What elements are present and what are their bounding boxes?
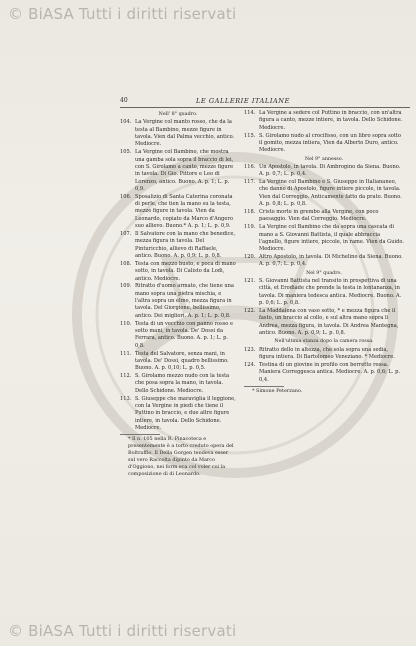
entry-number: 120. — [244, 254, 256, 261]
entry-number: 121. — [244, 278, 256, 285]
entry-number: 109. — [120, 283, 132, 290]
footnote-rule — [120, 434, 160, 435]
catalog-entry — [120, 321, 236, 350]
header-rule — [120, 107, 410, 108]
catalog-entry — [120, 351, 236, 373]
catalog-entry — [244, 254, 404, 269]
catalog-entry — [244, 278, 404, 307]
running-title: LE GALLERIE ITALIANE — [196, 97, 290, 105]
right-column — [244, 110, 404, 395]
catalog-entry — [120, 194, 236, 231]
catalog-entry — [244, 133, 404, 155]
catalog-entry — [244, 110, 404, 132]
page-number: 40 — [120, 97, 128, 104]
catalog-entry — [244, 362, 404, 384]
entry-number: 105. — [120, 149, 132, 156]
entry-number: 118. — [244, 208, 256, 215]
catalog-entry — [244, 308, 404, 337]
entry-text: Altro Apostolo, in tavola. Di Michelino da Siena. Buono. A. p. 0,7; L. p. 0,4. — [259, 254, 403, 268]
entry-number: 124. — [244, 361, 256, 368]
entry-text: S. Giuseppe che maraviglia il leggione, con la Vergine in piedi che tiene il Puttino in braccio, e due altre figure intiere, in tavola. Dello Schidone. Mediocre. — [135, 395, 236, 431]
catalog-entry — [120, 261, 236, 283]
section-heading: Nell' 8° quadro. — [158, 112, 198, 117]
catalog-entry — [244, 179, 404, 208]
entry-text: La Vergine col Bambino e S. Giuseppe in Italiananeo, che danno di Apostolo, figure intiere piccole, in tavola. Vien dal Correggio. Anticamente fatto da prato. Buono. A. p. 0,8; L. p. 0,8. — [259, 179, 402, 208]
entry-text: Ritratto dello in altezza, che sola sopra una sedia, figura intiera. Di Bartolomeo Veneziano. * Mediocre. — [259, 346, 395, 360]
entry-number: 116. — [244, 163, 256, 170]
entry-text: Il Salvatore con la mano che benedice, mezza figura in tavola. Del Pinturicchio, allievo di Raffaele, antico. Buono. A. p. 0,9; L. p. 0,8. — [135, 231, 236, 260]
entry-number: 123. — [244, 346, 256, 353]
entry-number: 110. — [120, 320, 132, 327]
section-heading: Nell'ultima stanza dopo la camera rossa. — [274, 339, 374, 345]
entry-number: 115. — [244, 132, 256, 139]
section-heading: Nel 9° quadro. — [306, 270, 342, 276]
footnote: * Il n. 105 nella R. Pinacoteca e presentemente è a torto creduto opera del Boltraffio. Il Della Gorgen tendeva esser sul vero Raccolta dipinto da Marco d'Oggiono, nei form eca col voler coi la composizione di di Leonardo. — [128, 436, 234, 478]
catalog-entry — [244, 209, 404, 224]
watermark-top: © BiASA Tutti i diritti riservati — [8, 5, 237, 23]
catalog-entry — [120, 373, 236, 395]
catalog-entry — [120, 119, 236, 148]
entry-number: 108. — [120, 260, 132, 267]
footnote-rule — [244, 386, 284, 387]
catalog-entry — [120, 231, 236, 260]
entry-number: 104. — [120, 119, 132, 126]
entry-text: La Vergine a sedere col Puttino in braccio, con un'altra figura a canto, mezze intiere, in tavola. Dello Schidone. Mediocre. — [259, 110, 403, 131]
entry-text: S. Girolamo nudo al crocifisso, con un libro sopra sotto il gomito, mezza intiera, Vien da Alberto Duro, antico. Mediocre. — [259, 132, 402, 154]
entry-text: Testina di un giovine in profilo con berretto rossa. Maniera Correggesca antica. Mediocre. A. p. 0,6; L. p. 0,4. — [259, 361, 400, 383]
catalog-entry — [244, 347, 404, 362]
left-column — [120, 110, 236, 478]
entry-number: 111. — [120, 350, 132, 357]
entry-number: 119. — [244, 224, 256, 231]
section-heading: Nel 9° annesso. — [304, 156, 344, 162]
entry-text: La Vergine col Bambino, che mostra una gamba sola sopra il braccio di lei, con S. Girolamo a canto, mezze figure in tavola. Di Gio. Pittore e Leo di Lorenzo, antico. Buono. A. p. 1; L. p. 0,9. — [135, 149, 234, 192]
entry-text: La Maddalena con vaso sotto, * e mezza figura che il fasto, un braccio al collo, e sul altra mano sopra li Andrea, mezza figura, in tavola. Di Andrea Mantegna, antico. Buono. A. p. 0,9; L. p. 0,8. — [259, 307, 399, 336]
entry-text: S. Girolamo mezzo nudo con la testa che posa sopra la mano, in tavola. Dello Schidone. Mediocre. — [135, 373, 230, 394]
entry-text: Un Apostolo, in tavola. Di Ambrogino da Siena. Buono. A. p. 0,7; L. p. 0,4. — [259, 163, 401, 178]
entry-text: La Vergine col Bambino che da sopra una cascata di mano a S. Giovanni Battista, il quale abbraccia l'agnello, figure intiere, piccole, in rame. Vien da Guido. Mediocre. — [259, 224, 404, 253]
catalog-entry — [120, 149, 236, 193]
footnote: * Simone Peterzano. — [252, 387, 303, 394]
entry-text: Testa del Salvatore, senza mani, in tavola. De' Dossi, quadro bellissimo. Buono. A. p. 0,10; L. p. 0,5. — [135, 350, 229, 372]
entry-number: 106. — [120, 193, 132, 200]
entry-number: 113. — [120, 395, 132, 402]
watermark-bottom: © BiASA Tutti i diritti riservati — [8, 622, 237, 640]
catalog-entry — [120, 283, 236, 320]
entry-text: Testa con mezzo busto, e poca di mano sotto, in tavola. Di Calisto da Lodi, antico. Mediocre. — [135, 260, 236, 282]
entry-number: 117. — [244, 179, 256, 186]
entry-text: La Vergine col manto rosso, che da la testa al Bambino, mezze figure in tavola. Vien dal Palma vecchio, antico. Mediocre. — [135, 119, 235, 148]
catalog-entry — [120, 396, 236, 433]
catalog-entry — [244, 224, 404, 253]
entry-number: 122. — [244, 307, 256, 314]
entry-text: Testa di un vecchio con panno rosso e sotto mani, in tavola. De' Dossi da Ferrara, antico. Buono. A. p. 1; L. p. 0,8. — [135, 320, 234, 349]
entry-number: 114. — [244, 110, 256, 116]
catalog-entry — [244, 164, 404, 179]
entry-number: 112. — [120, 373, 132, 380]
entry-text: S. Giovanni Battista nel transito in prospettiva di una città, et Erodiade che prende la testa in lontananza, in tavola. Di maniera tedesca antica. Mediocre. Buono. A. p. 0,6; L. p. 0,8. — [259, 278, 402, 307]
entry-number: 107. — [120, 231, 132, 237]
entry-text: Sposalizio di Santa Caterina coronata di perle, che tien la mano su la testa, mezze figure in tavola. Vien da Leonardo, copiato da Marco d'Angero suo allievo. Buono.* A. p. 1; L. p. 0,9. — [135, 193, 233, 230]
entry-text: Ritratto d'uomo armato, che tiene una mano sopra una pietra mischia, e l'altra sopra un elmo, mezza figura in tavola. Del Giorgione, bellissimo, antico. Dei migliori. A. p. 1; L. p. 0,8. — [135, 283, 234, 319]
entry-text: Cristo morto in grembo alla Vergine, con poco paesaggio. Vien dal Correggio. Mediocre. — [259, 208, 379, 223]
